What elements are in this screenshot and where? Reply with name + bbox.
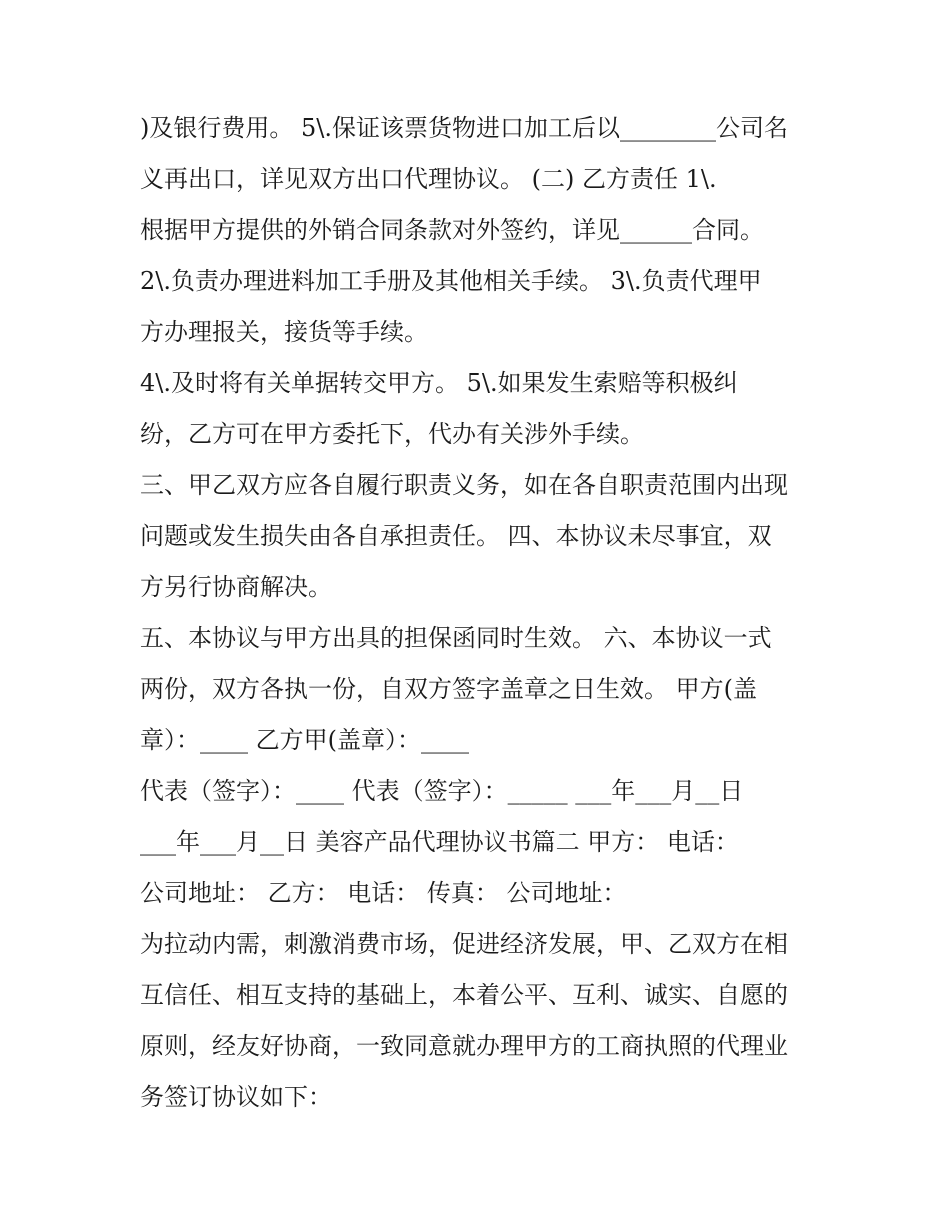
text-line: 两份，双方各执一份，自双方签字盖章之日生效。 甲方(盖	[140, 675, 757, 703]
text-line: 章）：____ 乙方甲(盖章）：____	[140, 726, 469, 754]
text-line: ___年___月__日 美容产品代理协议书篇二 甲方： 电话：	[140, 828, 739, 856]
text-line: 互信任、相互支持的基础上，本着公平、互利、诚实、自愿的	[140, 981, 788, 1009]
text-line: 务签订协议如下：	[140, 1083, 332, 1111]
text-line: 五、本协议与甲方出具的担保函同时生效。 六、本协议一式	[140, 624, 772, 652]
text-line: 纷，乙方可在甲方委托下，代办有关涉外手续。	[140, 420, 644, 448]
document-body	[140, 103, 830, 1123]
text-line: )及银行费用。 5\.保证该票货物进口加工后以________公司名	[140, 114, 788, 142]
text-line: 为拉动内需，刺激消费市场，促进经济发展，甲、乙双方在相	[140, 930, 788, 958]
text-line: 义再出口，详见双方出口代理协议。 (二) 乙方责任 1\.	[140, 165, 717, 193]
text-line: 原则，经友好协商，一致同意就办理甲方的工商执照的代理业	[140, 1032, 788, 1060]
text-line: 根据甲方提供的外销合同条款对外签约，详见______合同。	[140, 216, 764, 244]
text-line: 三、甲乙双方应各自履行职责义务，如在各自职责范围内出现	[140, 471, 788, 499]
text-line: 2\.负责办理进料加工手册及其他相关手续。 3\.负责代理甲	[140, 267, 762, 295]
text-line: 方办理报关，接货等手续。	[140, 318, 428, 346]
text-line: 方另行协商解决。	[140, 573, 332, 601]
text-line: 公司地址： 乙方： 电话： 传真： 公司地址：	[140, 879, 627, 907]
text-line: 问题或发生损失由各自承担责任。 四、本协议未尽事宜，双	[140, 522, 772, 550]
text-line: 4\.及时将有关单据转交甲方。 5\.如果发生索赔等积极纠	[140, 369, 738, 397]
text-line: 代表（签字）：____ 代表（签字）：_____ ___年___月__日	[140, 777, 744, 805]
